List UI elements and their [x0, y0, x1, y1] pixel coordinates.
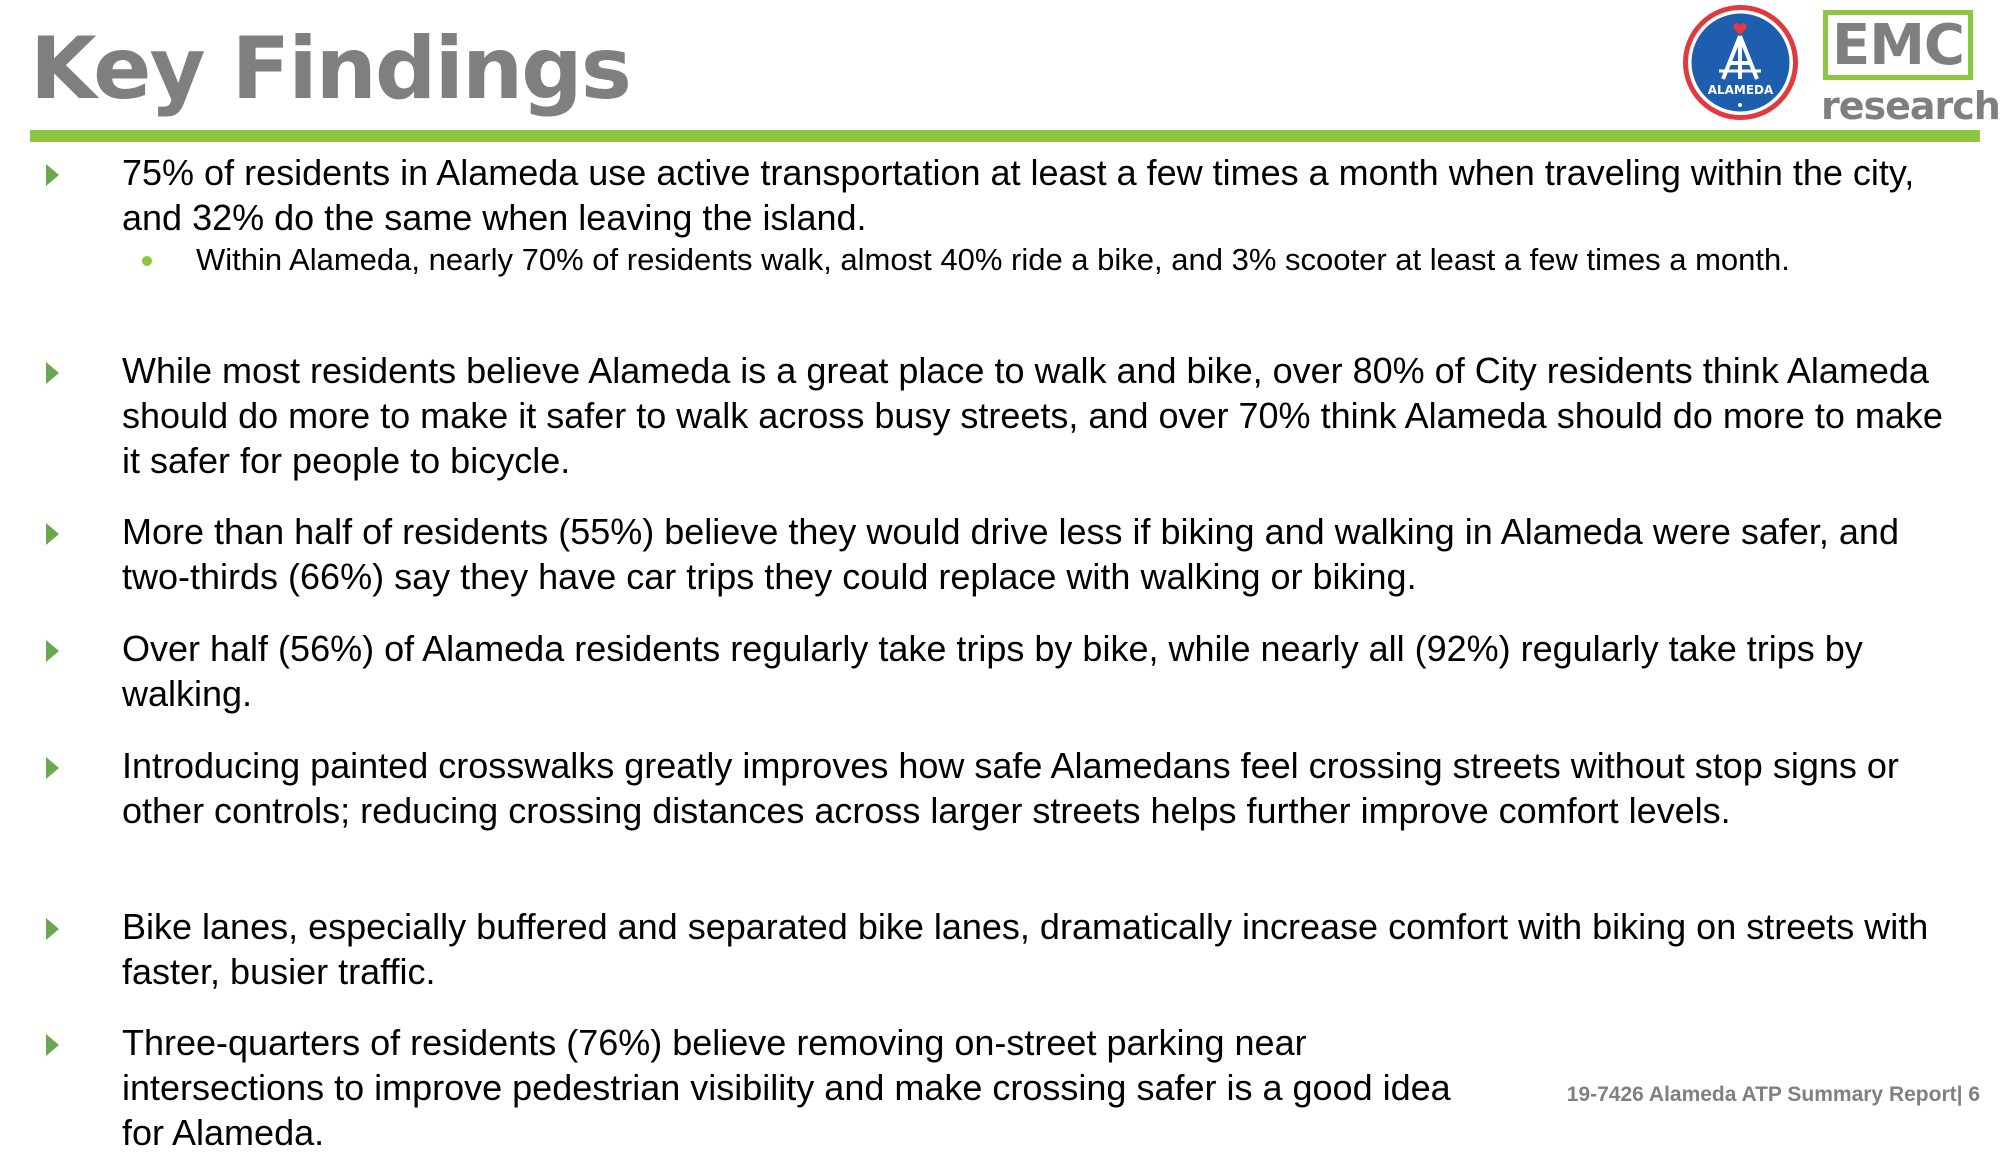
- finding-text: More than half of residents (55%) believe they would drive less if biking and walking in Alameda were safer, and two-thirds (66%) say they have car trips they could replace with walking or biking.: [122, 511, 1899, 597]
- title-divider: [30, 130, 1980, 142]
- emc-research-logo: [1819, 6, 2000, 128]
- triangle-arrow-icon: [46, 918, 59, 940]
- city-seal-icon: [1683, 5, 1798, 120]
- emc-logo-research: research: [1821, 84, 2000, 128]
- finding-text: Three-quarters of residents (76%) believe removing on-street parking near intersections to improve pedestrian visibility and make crossing safer is a good idea for Alameda.: [122, 1022, 1451, 1153]
- finding-text: Introducing painted crosswalks greatly improves how safe Alamedans feel crossing streets without stop signs or other controls; reducing crossing distances across larger streets helps further improve comfort levels.: [122, 745, 1899, 831]
- triangle-arrow-icon: [46, 523, 59, 545]
- finding-text: Over half (56%) of Alameda residents regularly take trips by bike, while nearly all (92%) regularly take trips by walking.: [122, 628, 1863, 714]
- triangle-arrow-icon: [46, 640, 59, 662]
- finding-subtext: Within Alameda, nearly 70% of residents walk, almost 40% ride a bike, and 3% scooter at least a few times a month.: [196, 242, 1790, 277]
- triangle-arrow-icon: [46, 757, 59, 779]
- alameda-logo: [1683, 5, 1798, 120]
- finding-text: While most residents believe Alameda is a great place to walk and bike, over 80% of City residents think Alameda should do more to make it safer to walk across busy streets, and over 70% think Alameda should do more to make it safer for people to bicycle.: [122, 350, 1943, 481]
- alameda-logo-label: ALAMEDA: [1707, 83, 1774, 97]
- dot-icon: [142, 256, 152, 266]
- slide-footer: 19-7426 Alameda ATP Summary Report| 6: [1566, 1083, 1980, 1106]
- emc-logo-box: EMC: [1823, 10, 1973, 80]
- finding-text: 75% of residents in Alameda use active transportation at least a few times a month when traveling within the city, and 32% do the same when leaving the island.: [122, 152, 1915, 238]
- triangle-arrow-icon: [46, 1034, 59, 1056]
- triangle-arrow-icon: [46, 164, 59, 186]
- finding-text: Bike lanes, especially buffered and separated bike lanes, dramatically increase comfort with biking on streets with faster, busier traffic.: [122, 906, 1929, 992]
- page-title: Key Findings: [30, 19, 630, 119]
- triangle-arrow-icon: [46, 362, 59, 384]
